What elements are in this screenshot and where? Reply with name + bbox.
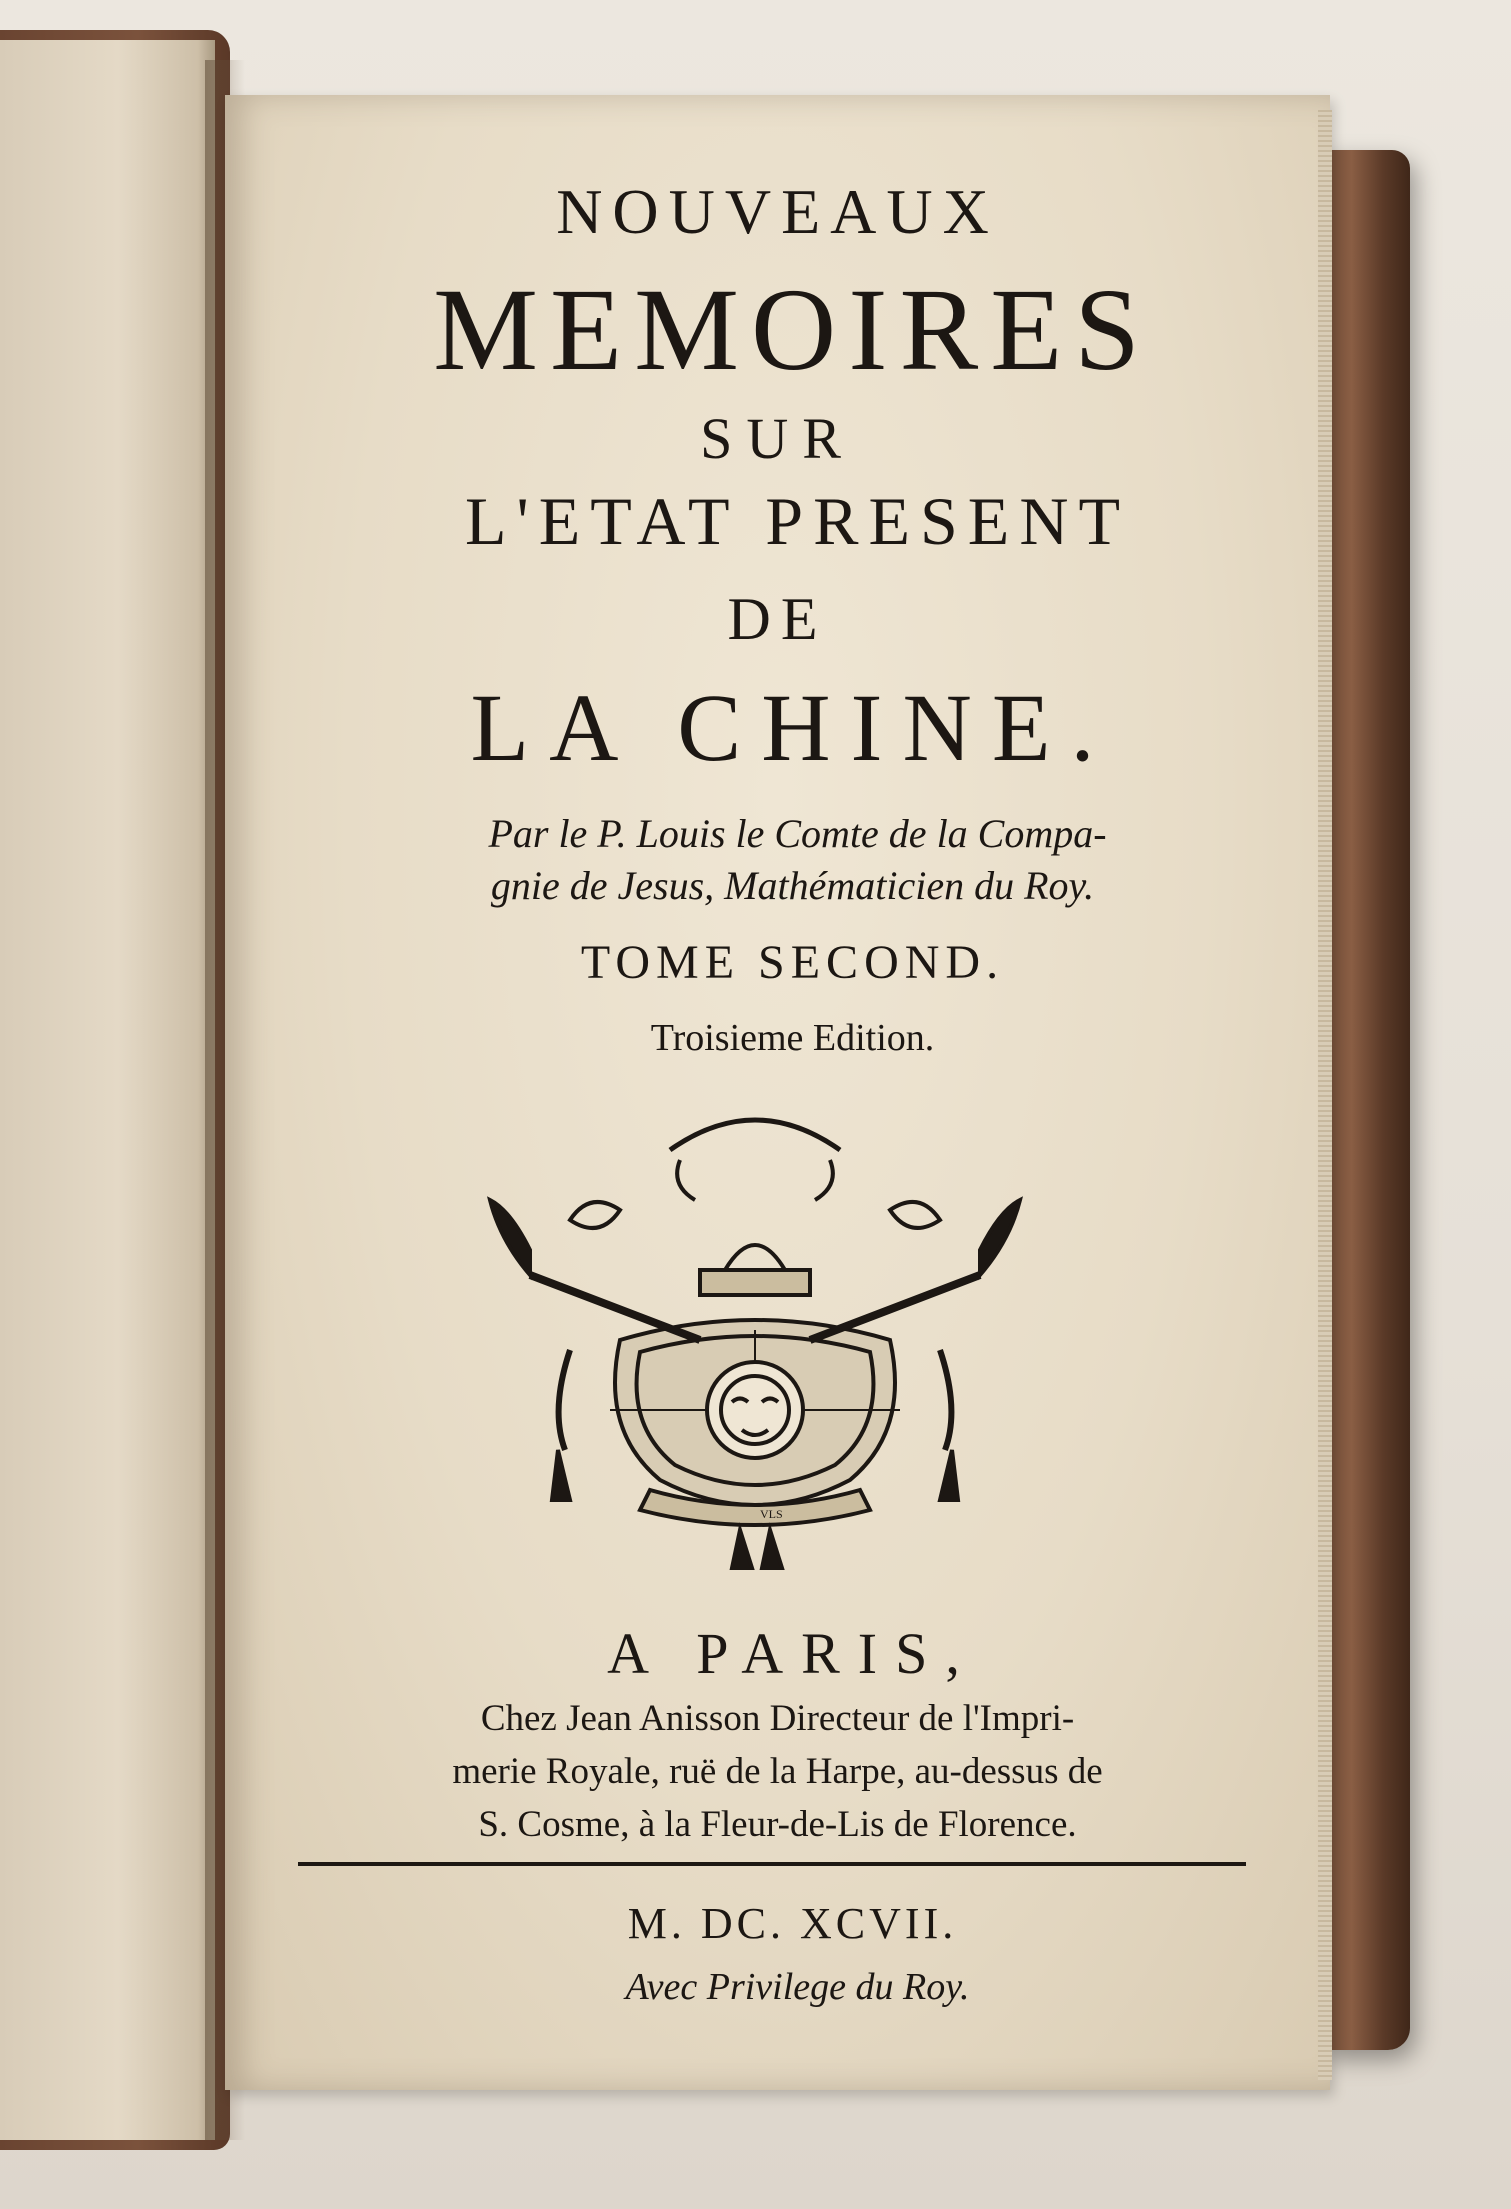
title-line-memoires: MEMOIRES	[433, 264, 1152, 395]
printers-vignette-ornament	[470, 1090, 1040, 1570]
volume-label: TOME SECOND.	[580, 936, 1005, 989]
title-line-de: DE	[727, 586, 828, 652]
engraver-mark: VLS	[760, 1507, 783, 1521]
author-line-2: gnie de Jesus, Mathématicien du Roy.	[490, 863, 1095, 908]
imprint-line-3: S. Cosme, à la Fleur-de-Lis de Florence.	[478, 1804, 1077, 1845]
left-endpaper	[0, 40, 215, 2140]
imprint-city: A PARIS,	[607, 1621, 978, 1686]
title-line-nouveaux: NOUVEAUX	[556, 176, 999, 247]
horizontal-rule	[298, 1862, 1246, 1866]
back-cover-leather	[1320, 150, 1410, 2050]
title-line-etat-present: L'ETAT PRESENT	[464, 483, 1130, 559]
author-line-1: Par le P. Louis le Comte de la Compa-	[488, 811, 1107, 856]
imprint-line-1: Chez Jean Anisson Directeur de l'Impri-	[480, 1698, 1075, 1739]
title-line-sur: SUR	[700, 406, 855, 471]
imprint-line-2: merie Royale, ruë de la Harpe, au-dessus de	[452, 1751, 1103, 1792]
privilege-notice: Avec Privilege du Roy.	[625, 1966, 970, 2008]
publication-date: M. DC. XCVII.	[627, 1899, 958, 1948]
title-line-la-chine: LA CHINE.	[470, 674, 1115, 781]
edition-label: Troisieme Edition.	[650, 1017, 935, 1059]
